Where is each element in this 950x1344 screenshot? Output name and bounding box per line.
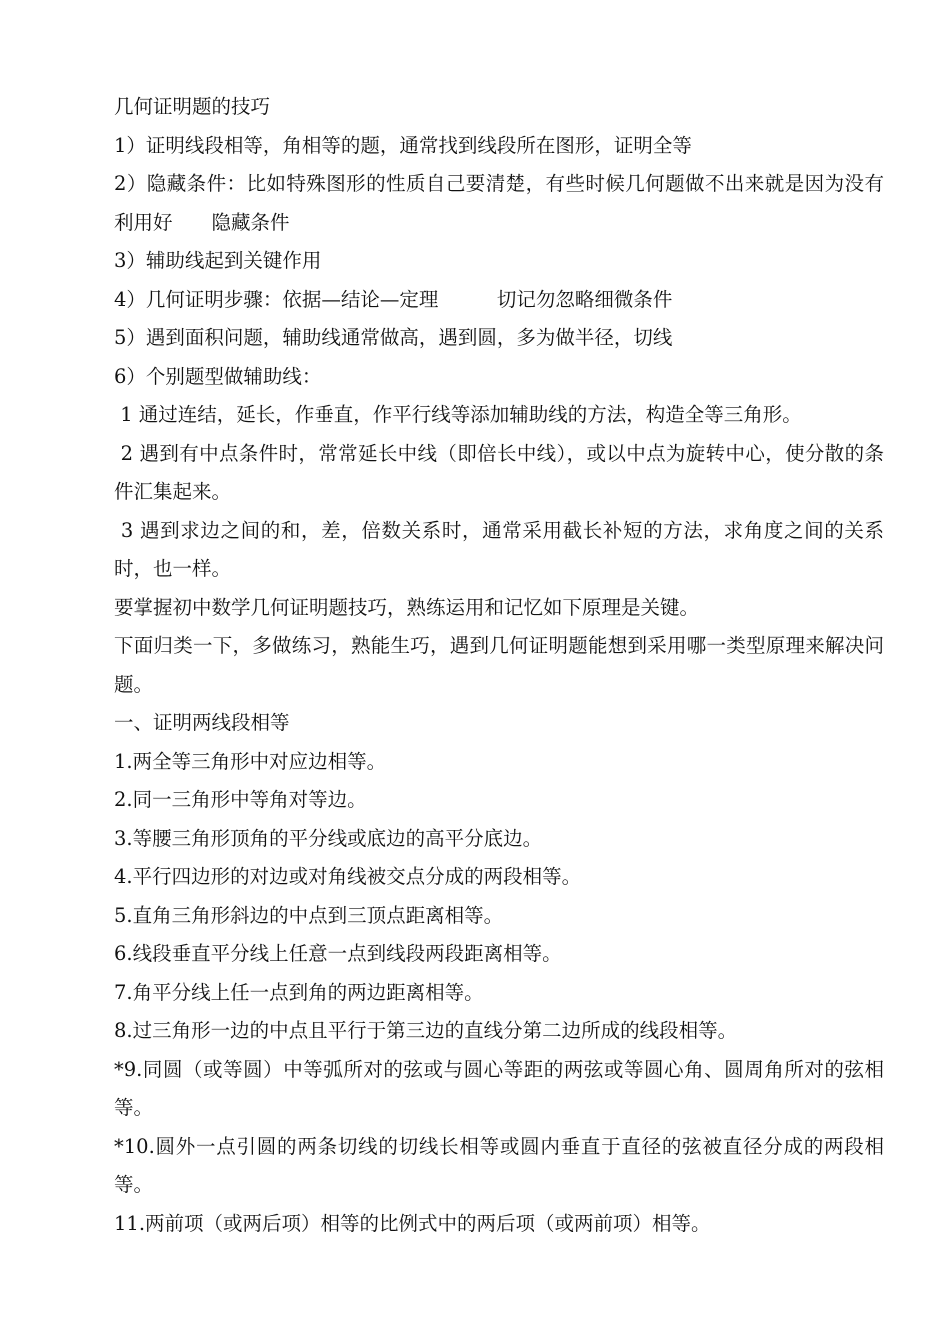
tip-2: 2）隐藏条件：比如特殊图形的性质自己要清楚，有些时候几何题做不出来就是因为没有利用好 隐藏条件: [114, 172, 884, 234]
intro-paragraph-2: 下面归类一下，多做练习，熟能生巧，遇到几何证明题能想到采用哪一类型原理来解决问题。: [114, 634, 884, 696]
tip-6: 6）个别题型做辅助线：: [114, 364, 322, 388]
list-item-2: 2.同一三角形中等角对等边。: [114, 788, 367, 811]
section-heading: 一、证明两线段相等: [114, 711, 290, 734]
list-item-9: *9.同圆（或等圆）中等弧所对的弦或与圆心等距的两弦或等圆心角、圆周角所对的弦相等。: [114, 1057, 884, 1119]
list-item-5: 5.直角三角形斜边的中点到三顶点距离相等。: [114, 903, 504, 927]
tip-4: 4）几何证明步骤：依据—结论—定理 切记勿忽略细微条件: [114, 287, 673, 311]
document-title: 几何证明题的技巧: [114, 95, 271, 118]
list-item-10: *10.圆外一点引圆的两条切线的切线长相等或圆内垂直于直径的弦被直径分成的两段相等。: [114, 1134, 884, 1196]
list-item-11: 11.两前项（或两后项）相等的比例式中的两后项（或两前项）相等。: [114, 1211, 711, 1235]
list-item-1: 1.两全等三角形中对应边相等。: [114, 749, 387, 773]
aux-method-1: 1 通过连结，延长，作垂直，作平行线等添加辅助线的方法，构造全等三角形。: [114, 403, 802, 426]
aux-method-2: 2 遇到有中点条件时，常常延长中线（即倍长中线），或以中点为旋转中心，使分散的条件汇集起来。: [114, 441, 884, 503]
list-item-3: 3.等腰三角形顶角的平分线或底边的高平分底边。: [114, 826, 543, 850]
intro-paragraph-1: 要掌握初中数学几何证明题技巧，熟练运用和记忆如下原理是关键。: [114, 595, 700, 619]
list-item-4: 4.平行四边形的对边或对角线被交点分成的两段相等。: [114, 865, 582, 888]
document-page: [114, 88, 884, 1243]
aux-method-3: 3 遇到求边之间的和，差，倍数关系时，通常采用截长补短的方法，求角度之间的关系时，也一样。: [114, 518, 884, 580]
list-item-7: 7.角平分线上任一点到角的两边距离相等。: [114, 980, 484, 1004]
list-item-8: 8.过三角形一边的中点且平行于第三边的直线分第二边所成的线段相等。: [114, 1019, 738, 1042]
tip-3: 3）辅助线起到关键作用: [114, 249, 322, 272]
tip-1: 1）证明线段相等，角相等的题，通常找到线段所在图形，证明全等: [114, 133, 692, 157]
tip-5: 5）遇到面积问题，辅助线通常做高，遇到圆，多为做半径，切线: [114, 326, 673, 349]
list-item-6: 6.线段垂直平分线上任意一点到线段两段距离相等。: [114, 942, 562, 965]
